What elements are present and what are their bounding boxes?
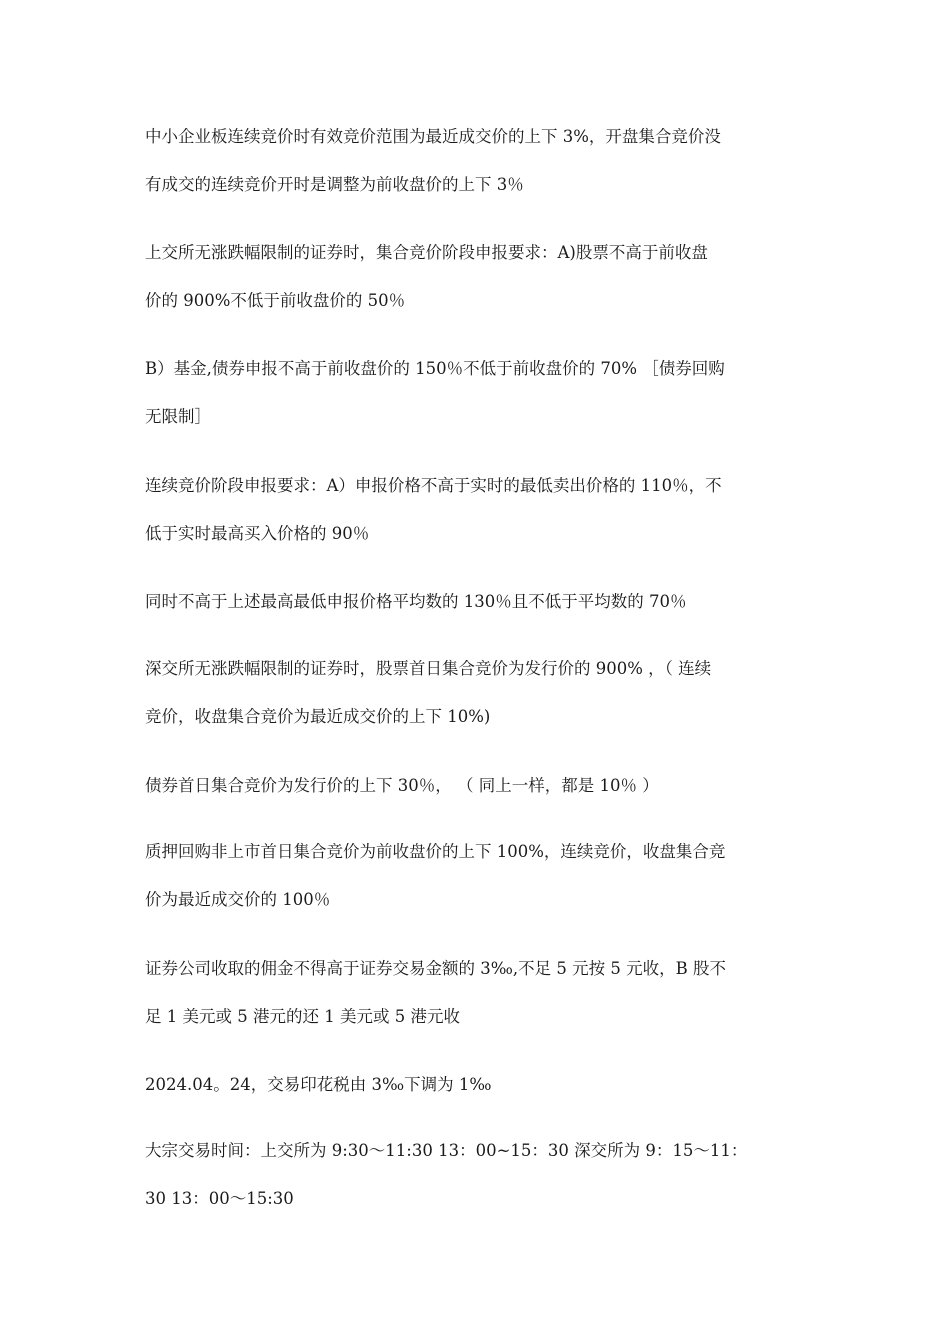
text-line: 证券公司收取的佣金不得高于证券交易金额的 3‰,不足 5 元按 5 元收，B 股不 bbox=[145, 959, 726, 978]
text-line: 债券首日集合竞价为发行价的上下 30％， （ 同上一样，都是 10％ ） bbox=[145, 776, 659, 795]
text-line: 足 1 美元或 5 港元的还 1 美元或 5 港元收 bbox=[145, 1007, 460, 1026]
paragraph bbox=[145, 1127, 805, 1223]
paragraph bbox=[145, 645, 805, 741]
text-line: 30 13：00～15:30 bbox=[145, 1189, 294, 1208]
text-line: 有成交的连续竞价开时是调整为前收盘价的上下 3％ bbox=[145, 175, 524, 194]
paragraph bbox=[145, 1061, 805, 1109]
text-line: 同时不高于上述最高最低申报价格平均数的 130％且不低于平均数的 70％ bbox=[145, 592, 687, 611]
text-line: 竞价，收盘集合竞价为最近成交价的上下 10%) bbox=[145, 707, 491, 726]
text-line: 价的 900%不低于前收盘价的 50％ bbox=[145, 291, 406, 310]
text-line: 深交所无涨跌幅限制的证券时，股票首日集合竞价为发行价的 900% ，（ 连续 bbox=[145, 659, 712, 678]
paragraph bbox=[145, 578, 805, 626]
paragraph bbox=[145, 345, 805, 441]
text-line: 价为最近成交价的 100％ bbox=[145, 890, 331, 909]
text-line: 大宗交易时间：上交所为 9:30～11:30 13：00~15：30 深交所为 9：15～11： bbox=[145, 1141, 748, 1160]
paragraph bbox=[145, 462, 805, 558]
text-line: 质押回购非上市首日集合竞价为前收盘价的上下 100%，连续竞价，收盘集合竞 bbox=[145, 842, 726, 861]
text-line: 2024.04。24，交易印花税由 3‰下调为 1‰ bbox=[145, 1075, 492, 1094]
text-line: 连续竞价阶段申报要求：A）申报价格不高于实时的最低卖出价格的 110％，不 bbox=[145, 476, 722, 495]
text-line: 无限制］ bbox=[145, 407, 211, 426]
text-line: 低于实时最高买入价格的 90％ bbox=[145, 524, 370, 543]
paragraph bbox=[145, 113, 805, 209]
paragraph bbox=[145, 945, 805, 1041]
text-line: B）基金,债券申报不高于前收盘价的 150％不低于前收盘价的 70% ［债券回购 bbox=[145, 359, 725, 378]
text-line: 上交所无涨跌幅限制的证券时，集合竞价阶段申报要求：A)股票不高于前收盘 bbox=[145, 243, 708, 262]
paragraph bbox=[145, 828, 805, 924]
paragraph bbox=[145, 762, 805, 810]
paragraph bbox=[145, 229, 805, 325]
text-line: 中小企业板连续竞价时有效竞价范围为最近成交价的上下 3%，开盘集合竞价没 bbox=[145, 127, 721, 146]
